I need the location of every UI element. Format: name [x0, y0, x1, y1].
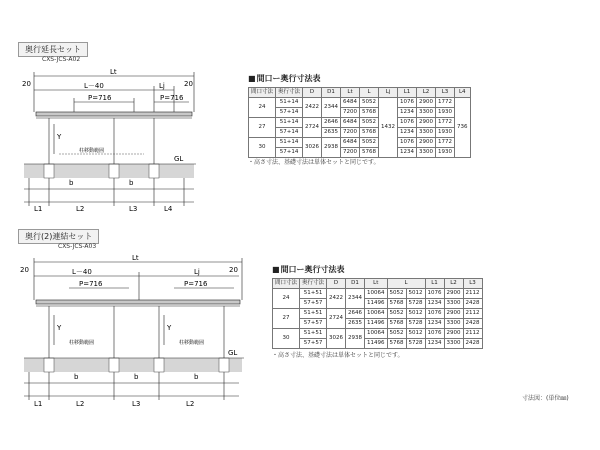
- cell: 2112: [463, 329, 482, 339]
- cell: 2938: [346, 329, 365, 349]
- cell: 5052: [387, 329, 406, 339]
- cell: 5052: [360, 138, 379, 148]
- dim-l40: L－40: [72, 268, 92, 276]
- dim-p2: P=716: [184, 280, 208, 288]
- band-label-1: 柱移動範囲: [69, 340, 95, 346]
- cell: 2900: [417, 118, 436, 128]
- table-row: [249, 108, 471, 118]
- cell: 57+57: [300, 319, 327, 329]
- table-row: [273, 319, 483, 329]
- cell: 5052: [360, 98, 379, 108]
- cell: 1076: [425, 289, 444, 299]
- cell: 1772: [436, 118, 455, 128]
- dim-l3: L3: [132, 400, 141, 408]
- th: L3: [463, 279, 482, 289]
- section1-code: CXS-JCS-A02: [42, 56, 81, 63]
- cell: 2724: [303, 118, 322, 138]
- table-row: [273, 309, 483, 319]
- th: D: [303, 88, 322, 98]
- dim-l40: L－40: [84, 82, 104, 90]
- cell: 2646: [346, 309, 365, 319]
- cell: 3026: [303, 138, 322, 158]
- cell: 3300: [417, 128, 436, 138]
- cell: 3300: [417, 148, 436, 158]
- dim-p1: P=716: [88, 94, 112, 102]
- cell: 2428: [463, 319, 482, 329]
- cell: 5052: [387, 309, 406, 319]
- cell: 1076: [398, 98, 417, 108]
- cell: 1076: [425, 309, 444, 319]
- cell: 11496: [365, 319, 388, 329]
- dim-e20-right: 20: [229, 266, 238, 274]
- cell: 2428: [463, 299, 482, 309]
- cell: 2635: [346, 319, 365, 329]
- cell: 10064: [365, 309, 388, 319]
- table-row: [273, 339, 483, 349]
- table-header-row: [273, 279, 483, 289]
- th: D: [327, 279, 346, 289]
- cell: 5052: [387, 289, 406, 299]
- cell: 1234: [425, 319, 444, 329]
- table-row: [249, 138, 471, 148]
- table-row: [273, 289, 483, 299]
- cell: 51+14: [276, 98, 303, 108]
- cell: 6484: [341, 98, 360, 108]
- dim-b-2: b: [134, 373, 139, 381]
- cell: 1930: [436, 108, 455, 118]
- dim-l1: L1: [34, 400, 43, 408]
- cell: 57+57: [300, 299, 327, 309]
- cell: 57+14: [276, 148, 303, 158]
- table-row: [273, 299, 483, 309]
- cell: 2344: [322, 98, 341, 118]
- table-header-row: [249, 88, 471, 98]
- dim-l3: L3: [129, 205, 138, 213]
- dim-b-2: b: [129, 179, 134, 187]
- cell: 5768: [360, 108, 379, 118]
- cell: 6484: [341, 118, 360, 128]
- cell: 2900: [417, 98, 436, 108]
- section2-table: [272, 278, 483, 349]
- th: Lt: [341, 88, 360, 98]
- cell: 24: [273, 289, 300, 309]
- cell: 1234: [425, 299, 444, 309]
- cell: 57+14: [276, 128, 303, 138]
- cell: 10064: [365, 289, 388, 299]
- cell: 51+14: [276, 138, 303, 148]
- cell: 5728: [406, 299, 425, 309]
- cell: 11496: [365, 339, 388, 349]
- cell: 2646: [322, 118, 341, 128]
- cell: 7200: [341, 148, 360, 158]
- dim-l2: L2: [76, 400, 85, 408]
- cell: 1076: [425, 329, 444, 339]
- dim-y-1: Y: [57, 324, 62, 332]
- cell: 3026: [327, 329, 346, 349]
- cell: 1076: [398, 118, 417, 128]
- dim-lj: Lj: [159, 82, 165, 90]
- dim-l2: L2: [76, 205, 85, 213]
- cell: 1432: [379, 98, 398, 158]
- cell: 2938: [322, 138, 341, 158]
- section1-table: [248, 87, 471, 158]
- section2-note: ・高さ寸法、基礎寸法は単体セットと同じです。: [272, 352, 404, 359]
- table-row: [249, 98, 471, 108]
- cell: 27: [249, 118, 276, 138]
- cell: 2112: [463, 289, 482, 299]
- dim-l1: L1: [34, 205, 43, 213]
- dim-p2: P=716: [160, 94, 184, 102]
- cell: 2900: [444, 289, 463, 299]
- cell: 3300: [444, 339, 463, 349]
- cell: 51+51: [300, 329, 327, 339]
- cell: 51+51: [300, 309, 327, 319]
- dim-lj: Lj: [194, 268, 200, 276]
- cell: 51+51: [300, 289, 327, 299]
- band-label-1: 柱移動範囲: [79, 148, 105, 154]
- section1-diagram: [14, 64, 199, 214]
- cell: 30: [249, 138, 276, 158]
- cell: 5012: [406, 289, 425, 299]
- dim-l2-b: L2: [186, 400, 195, 408]
- cell: 5012: [406, 309, 425, 319]
- th: D1: [322, 88, 341, 98]
- cell: 2344: [346, 289, 365, 309]
- cell: 1772: [436, 98, 455, 108]
- cell: 1772: [436, 138, 455, 148]
- cell: 5768: [360, 148, 379, 158]
- th: L: [387, 279, 425, 289]
- dim-e20-left: 20: [20, 266, 29, 274]
- cell: 30: [273, 329, 300, 349]
- cell: 1234: [398, 108, 417, 118]
- dim-l4: L4: [164, 205, 173, 213]
- cell: 6484: [341, 138, 360, 148]
- section2-tag: 奥行(2)連結セット: [18, 229, 99, 244]
- th: D1: [346, 279, 365, 289]
- table-row: [249, 118, 471, 128]
- dim-b-1: b: [69, 179, 74, 187]
- cell: 11496: [365, 299, 388, 309]
- dim-e20-right: 20: [184, 80, 193, 88]
- cell: 1930: [436, 148, 455, 158]
- th: L3: [436, 88, 455, 98]
- cell: 7200: [341, 108, 360, 118]
- cell: 5768: [387, 339, 406, 349]
- cell: 7200: [341, 128, 360, 138]
- th: L: [360, 88, 379, 98]
- cell: 10064: [365, 329, 388, 339]
- dim-p1: P=716: [79, 280, 103, 288]
- cell: 2422: [327, 289, 346, 309]
- th: L1: [425, 279, 444, 289]
- cell: 5768: [360, 128, 379, 138]
- cell: 24: [249, 98, 276, 118]
- label-gl: GL: [228, 349, 238, 357]
- th: 間口寸法: [249, 88, 276, 98]
- cell: 2900: [444, 309, 463, 319]
- cell: 5768: [387, 299, 406, 309]
- dim-b-3: b: [194, 373, 199, 381]
- cell: 5728: [406, 339, 425, 349]
- th: L1: [398, 88, 417, 98]
- th: 奥行寸法: [300, 279, 327, 289]
- dim-lt: Lt: [132, 254, 139, 262]
- cell: 3300: [444, 299, 463, 309]
- th: Lt: [365, 279, 388, 289]
- band-label-2: 柱移動範囲: [179, 340, 205, 346]
- cell: 27: [273, 309, 300, 329]
- cell: 2900: [444, 329, 463, 339]
- section1-tag: 奥行延長セット: [18, 42, 88, 57]
- unit-note: 寸法図：(単位㎜): [522, 395, 569, 402]
- cell: 2635: [322, 128, 341, 138]
- cell: 1234: [425, 339, 444, 349]
- cell: 57+57: [300, 339, 327, 349]
- cell: 5012: [406, 329, 425, 339]
- cell: 2900: [417, 138, 436, 148]
- section1-note: ・高さ寸法、基礎寸法は単体セットと同じです。: [248, 159, 380, 166]
- th: L2: [444, 279, 463, 289]
- cell: 1234: [398, 148, 417, 158]
- section2-diagram: [14, 250, 246, 410]
- cell: 736: [455, 98, 471, 158]
- cell: 2428: [463, 339, 482, 349]
- label-gl: GL: [174, 155, 184, 163]
- cell: 3300: [444, 319, 463, 329]
- dim-y-2: Y: [167, 324, 172, 332]
- section2-code: CXS-JCS-A03: [58, 243, 97, 250]
- th: 間口寸法: [273, 279, 300, 289]
- cell: 2422: [303, 98, 322, 118]
- cell: 5052: [360, 118, 379, 128]
- dim-e20-left: 20: [22, 80, 31, 88]
- cell: 2112: [463, 309, 482, 319]
- th: L4: [455, 88, 471, 98]
- section1-table-title: ■ 間口ー奥行寸法表: [248, 73, 321, 84]
- th: L2: [417, 88, 436, 98]
- cell: 5768: [387, 319, 406, 329]
- cell: 2724: [327, 309, 346, 329]
- table-row: [249, 148, 471, 158]
- cell: 1234: [398, 128, 417, 138]
- cell: 5728: [406, 319, 425, 329]
- cell: 51+14: [276, 118, 303, 128]
- cell: 1930: [436, 128, 455, 138]
- cell: 57+14: [276, 108, 303, 118]
- cell: 1076: [398, 138, 417, 148]
- dim-b-1: b: [74, 373, 79, 381]
- dim-y: Y: [57, 133, 62, 141]
- table-row: [273, 329, 483, 339]
- section2-table-title: ■ 間口ー奥行寸法表: [272, 264, 345, 275]
- dim-lt: Lt: [110, 68, 117, 76]
- th: 奥行寸法: [276, 88, 303, 98]
- table-row: [249, 128, 471, 138]
- th: Lj: [379, 88, 398, 98]
- cell: 3300: [417, 108, 436, 118]
